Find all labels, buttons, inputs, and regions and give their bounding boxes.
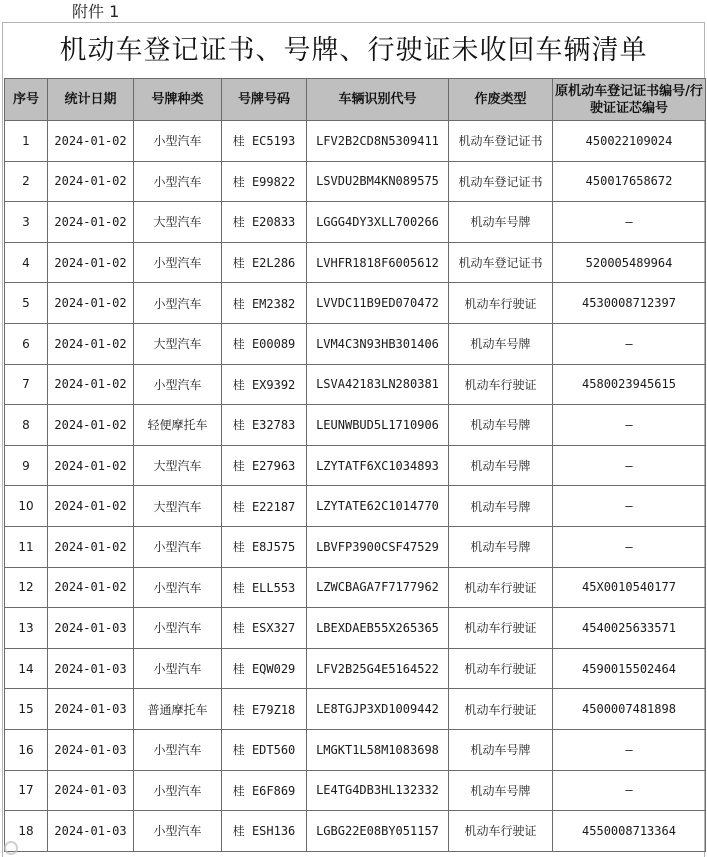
column-header-plate-number: 号牌号码	[222, 79, 307, 121]
vin-cell: LGGG4DY3XLL700266	[307, 202, 449, 243]
certificate-number-cell: —	[553, 405, 706, 446]
plate-number-cell	[222, 364, 307, 405]
plate-province-prefix: 桂	[232, 215, 245, 230]
plate-province-prefix: 桂	[232, 337, 245, 352]
table-header-row	[5, 79, 706, 121]
statistics-date-cell: 2024-01-02	[48, 486, 134, 527]
vin-cell: LFV2B2CD8N5309411	[307, 121, 449, 162]
plate-province-prefix: 桂	[232, 662, 245, 677]
plate-number-text: EQW029	[251, 662, 296, 677]
plate-number-cell	[222, 121, 307, 162]
attachment-label: 附件 1	[72, 2, 120, 21]
vin-cell: LZYTATF6XC1034893	[307, 445, 449, 486]
plate-type-cell: 小型汽车	[134, 242, 222, 283]
row-number-cell: 2	[5, 161, 48, 202]
void-type-cell: 机动车行驶证	[449, 811, 553, 852]
plate-number-cell	[222, 486, 307, 527]
table-row	[5, 121, 706, 162]
plate-number-text: EDT560	[251, 743, 296, 758]
plate-type-cell: 小型汽车	[134, 161, 222, 202]
vin-cell: LSVA42183LN280381	[307, 364, 449, 405]
table-row	[5, 283, 706, 324]
plate-type-cell: 小型汽车	[134, 811, 222, 852]
void-type-cell: 机动车行驶证	[449, 364, 553, 405]
plate-number-text: ESH136	[251, 824, 296, 839]
certificate-number-cell: 4580023945615	[553, 364, 706, 405]
void-type-cell: 机动车号牌	[449, 770, 553, 811]
void-type-cell: 机动车行驶证	[449, 608, 553, 649]
statistics-date-cell: 2024-01-03	[48, 770, 134, 811]
plate-number-cell	[222, 283, 307, 324]
void-type-cell: 机动车登记证书	[449, 121, 553, 162]
plate-number-text: ELL553	[251, 580, 296, 595]
certificate-number-cell: 45X0010540177	[553, 567, 706, 608]
statistics-date-cell: 2024-01-02	[48, 364, 134, 405]
vin-cell: LE4TG4DB3HL132332	[307, 770, 449, 811]
void-type-cell: 机动车号牌	[449, 405, 553, 446]
plate-province-prefix: 桂	[232, 499, 245, 514]
plate-province-prefix: 桂	[232, 702, 245, 717]
statistics-date-cell: 2024-01-03	[48, 608, 134, 649]
void-type-cell: 机动车行驶证	[449, 648, 553, 689]
vin-cell: LMGKT1L58M1083698	[307, 729, 449, 770]
statistics-date-cell: 2024-01-03	[48, 811, 134, 852]
statistics-date-cell: 2024-01-03	[48, 689, 134, 730]
row-number-cell: 7	[5, 364, 48, 405]
plate-number-text: E27963	[251, 459, 296, 474]
void-type-cell: 机动车号牌	[449, 729, 553, 770]
void-type-cell: 机动车号牌	[449, 445, 553, 486]
plate-number-cell	[222, 608, 307, 649]
plate-number-cell	[222, 323, 307, 364]
vin-cell: LVHFR1818F6005612	[307, 242, 449, 283]
row-number-cell: 17	[5, 770, 48, 811]
void-type-cell: 机动车登记证书	[449, 242, 553, 283]
row-number-cell: 4	[5, 242, 48, 283]
row-number-cell: 13	[5, 608, 48, 649]
plate-number-cell	[222, 161, 307, 202]
plate-type-cell: 小型汽车	[134, 567, 222, 608]
row-number-cell: 10	[5, 486, 48, 527]
plate-number-cell	[222, 729, 307, 770]
table-row	[5, 364, 706, 405]
vin-cell: LGBG22E08BY051157	[307, 811, 449, 852]
table-row	[5, 161, 706, 202]
plate-number-text: EC5193	[251, 134, 296, 149]
plate-type-cell: 大型汽车	[134, 445, 222, 486]
column-header-void-type: 作废类型	[449, 79, 553, 121]
column-header-no: 序号	[5, 79, 48, 121]
plate-number-cell	[222, 770, 307, 811]
plate-number-cell	[222, 648, 307, 689]
void-type-cell: 机动车行驶证	[449, 567, 553, 608]
column-header-date: 统计日期	[48, 79, 134, 121]
watermark	[4, 841, 21, 856]
row-number-cell: 5	[5, 283, 48, 324]
certificate-number-cell: 450022109024	[553, 121, 706, 162]
void-type-cell: 机动车行驶证	[449, 689, 553, 730]
statistics-date-cell: 2024-01-02	[48, 283, 134, 324]
plate-type-cell: 大型汽车	[134, 323, 222, 364]
column-header-vin: 车辆识别代号	[307, 79, 449, 121]
plate-province-prefix: 桂	[232, 459, 245, 474]
plate-number-cell	[222, 405, 307, 446]
plate-type-cell: 小型汽车	[134, 648, 222, 689]
certificate-number-cell: —	[553, 526, 706, 567]
statistics-date-cell: 2024-01-02	[48, 526, 134, 567]
void-type-cell: 机动车登记证书	[449, 161, 553, 202]
vehicle-records-table	[4, 78, 706, 852]
plate-number-text: EM2382	[251, 296, 296, 311]
plate-number-text: E2L286	[251, 256, 296, 271]
table-row	[5, 811, 706, 852]
plate-number-text: E6F869	[251, 783, 296, 798]
table-row	[5, 202, 706, 243]
plate-number-cell	[222, 202, 307, 243]
certificate-number-cell: 520005489964	[553, 242, 706, 283]
plate-number-text: E79Z18	[251, 702, 296, 717]
plate-province-prefix: 桂	[232, 418, 245, 433]
plate-type-cell: 小型汽车	[134, 283, 222, 324]
vin-cell: LSVDU2BM4KN089575	[307, 161, 449, 202]
table-row	[5, 486, 706, 527]
statistics-date-cell: 2024-01-02	[48, 405, 134, 446]
row-number-cell: 18	[5, 811, 48, 852]
column-header-plate-type: 号牌种类	[134, 79, 222, 121]
table-row	[5, 608, 706, 649]
plate-number-cell	[222, 445, 307, 486]
certificate-number-cell: 450017658672	[553, 161, 706, 202]
vin-cell: LVVDC11B9ED070472	[307, 283, 449, 324]
row-number-cell: 8	[5, 405, 48, 446]
certificate-number-cell: —	[553, 323, 706, 364]
plate-type-cell: 大型汽车	[134, 486, 222, 527]
table-row	[5, 648, 706, 689]
plate-province-prefix: 桂	[232, 824, 245, 839]
plate-number-cell	[222, 567, 307, 608]
plate-number-cell	[222, 526, 307, 567]
certificate-number-cell: 4590015502464	[553, 648, 706, 689]
plate-number-text: E32783	[251, 418, 296, 433]
table-row	[5, 242, 706, 283]
certificate-number-cell: —	[553, 729, 706, 770]
certificate-number-cell: —	[553, 486, 706, 527]
plate-number-text: E00089	[251, 337, 296, 352]
row-number-cell: 16	[5, 729, 48, 770]
plate-province-prefix: 桂	[232, 134, 245, 149]
plate-number-text: EX9392	[251, 377, 296, 392]
statistics-date-cell: 2024-01-03	[48, 648, 134, 689]
statistics-date-cell: 2024-01-02	[48, 567, 134, 608]
statistics-date-cell: 2024-01-02	[48, 202, 134, 243]
plate-type-cell: 大型汽车	[134, 202, 222, 243]
vin-cell: LE8TGJP3XD1009442	[307, 689, 449, 730]
plate-number-text: E8J575	[251, 540, 296, 555]
plate-type-cell: 小型汽车	[134, 608, 222, 649]
page-title: 机动车登记证书、号牌、行驶证未收回车辆清单	[59, 35, 648, 66]
vin-cell: LZWCBAGA7F7177962	[307, 567, 449, 608]
table-row	[5, 689, 706, 730]
row-number-cell: 14	[5, 648, 48, 689]
plate-province-prefix: 桂	[232, 580, 245, 595]
plate-type-cell: 普通摩托车	[134, 689, 222, 730]
column-header-certificate-number: 原机动车登记证书编号/行驶证证芯编号	[553, 79, 706, 121]
plate-number-text: ESX327	[251, 621, 296, 636]
table-row	[5, 445, 706, 486]
table-row	[5, 405, 706, 446]
certificate-number-cell: 4530008712397	[553, 283, 706, 324]
void-type-cell: 机动车号牌	[449, 486, 553, 527]
certificate-number-cell: —	[553, 770, 706, 811]
row-number-cell: 1	[5, 121, 48, 162]
void-type-cell: 机动车号牌	[449, 202, 553, 243]
plate-province-prefix: 桂	[232, 296, 245, 311]
certificate-number-cell: 4540025633571	[553, 608, 706, 649]
void-type-cell: 机动车号牌	[449, 323, 553, 364]
plate-number-cell	[222, 689, 307, 730]
vin-cell: LVM4C3N93HB301406	[307, 323, 449, 364]
row-number-cell: 12	[5, 567, 48, 608]
certificate-number-cell: —	[553, 445, 706, 486]
plate-type-cell: 轻便摩托车	[134, 405, 222, 446]
statistics-date-cell: 2024-01-02	[48, 121, 134, 162]
void-type-cell: 机动车行驶证	[449, 283, 553, 324]
table-row	[5, 526, 706, 567]
plate-type-cell: 小型汽车	[134, 364, 222, 405]
statistics-date-cell: 2024-01-02	[48, 323, 134, 364]
vin-cell: LBEXDAEB55X265365	[307, 608, 449, 649]
certificate-number-cell: 4550008713364	[553, 811, 706, 852]
plate-number-cell	[222, 811, 307, 852]
row-number-cell: 6	[5, 323, 48, 364]
vin-cell: LEUNWBUD5L1710906	[307, 405, 449, 446]
certificate-number-cell: 4500007481898	[553, 689, 706, 730]
statistics-date-cell: 2024-01-03	[48, 729, 134, 770]
table-row	[5, 323, 706, 364]
plate-number-text: E20833	[251, 215, 296, 230]
plate-province-prefix: 桂	[232, 743, 245, 758]
plate-province-prefix: 桂	[232, 540, 245, 555]
table-body	[5, 121, 706, 852]
row-number-cell: 3	[5, 202, 48, 243]
vin-cell: LZYTATE62C1014770	[307, 486, 449, 527]
plate-number-text: E22187	[251, 499, 296, 514]
statistics-date-cell: 2024-01-02	[48, 242, 134, 283]
plate-type-cell: 小型汽车	[134, 121, 222, 162]
vin-cell: LBVFP3900CSF47529	[307, 526, 449, 567]
row-number-cell: 15	[5, 689, 48, 730]
void-type-cell: 机动车号牌	[449, 526, 553, 567]
plate-province-prefix: 桂	[232, 783, 245, 798]
table-row	[5, 770, 706, 811]
row-number-cell: 9	[5, 445, 48, 486]
plate-type-cell: 小型汽车	[134, 770, 222, 811]
plate-number-cell	[222, 242, 307, 283]
plate-province-prefix: 桂	[232, 174, 245, 189]
certificate-number-cell: —	[553, 202, 706, 243]
row-number-cell: 11	[5, 526, 48, 567]
watermark-logo-icon	[4, 841, 18, 855]
plate-type-cell: 小型汽车	[134, 526, 222, 567]
vin-cell: LFV2B25G4E5164522	[307, 648, 449, 689]
plate-province-prefix: 桂	[232, 621, 245, 636]
statistics-date-cell: 2024-01-02	[48, 161, 134, 202]
table-row	[5, 729, 706, 770]
statistics-date-cell: 2024-01-02	[48, 445, 134, 486]
plate-type-cell: 小型汽车	[134, 729, 222, 770]
plate-number-text: E99822	[251, 174, 296, 189]
plate-province-prefix: 桂	[232, 377, 245, 392]
plate-province-prefix: 桂	[232, 256, 245, 271]
table-row	[5, 567, 706, 608]
